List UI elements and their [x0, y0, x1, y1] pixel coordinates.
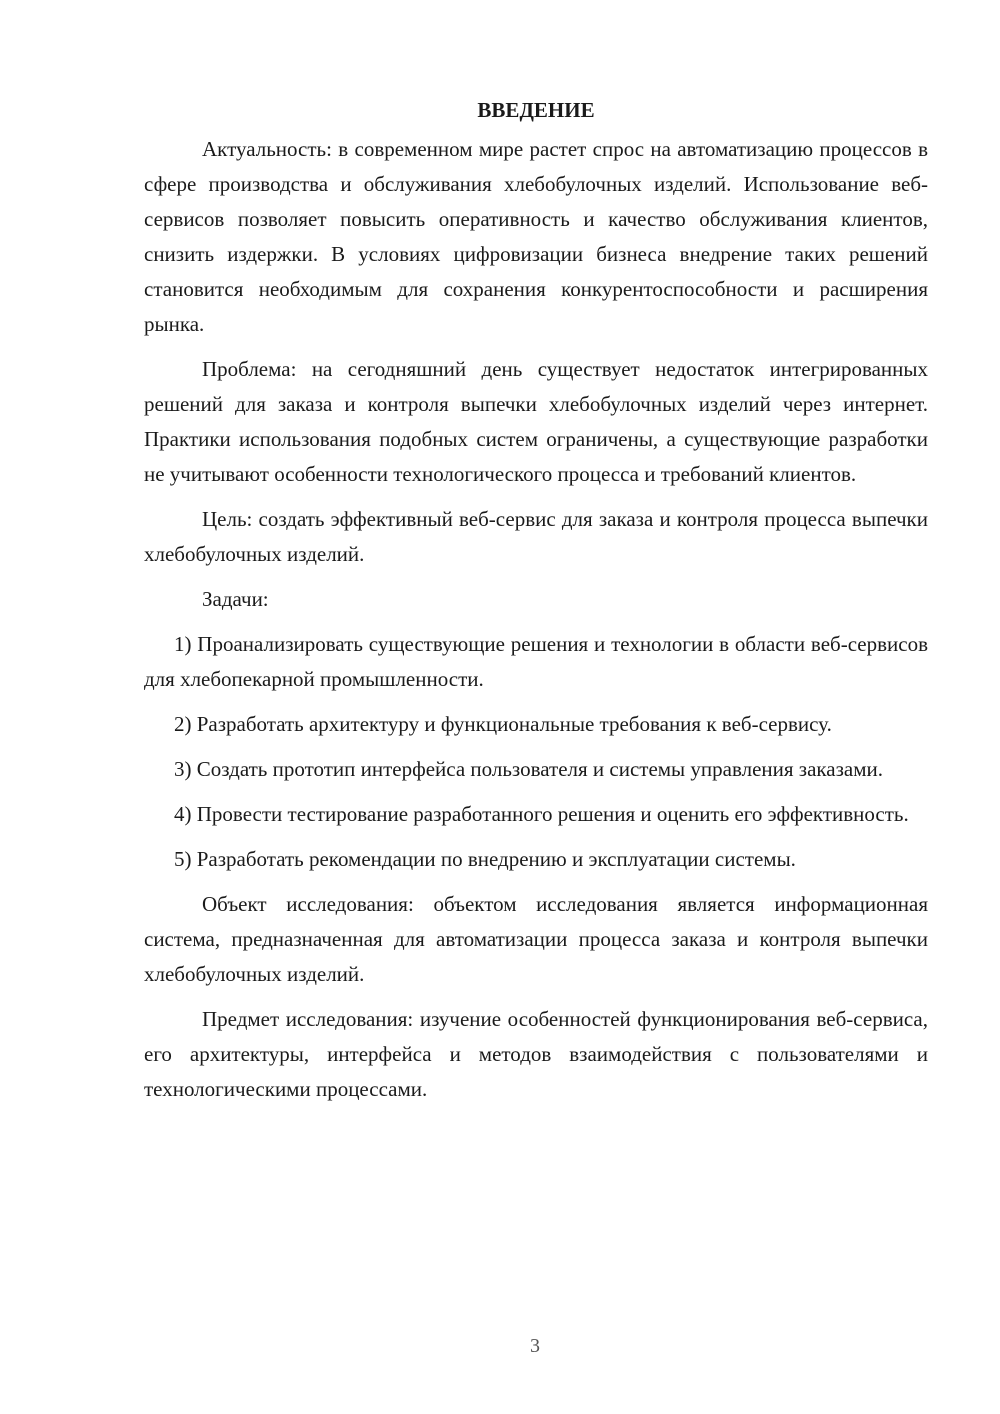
tasks-heading: Задачи: [202, 587, 269, 611]
section-title: ВВЕДЕНИЕ [477, 98, 595, 122]
task-item: 3) Создать прототип интерфейса пользователя и системы управления заказами. [174, 757, 884, 781]
task-item: 4) Провести тестирование разработанного решения и оценить его эффективность. [174, 802, 909, 826]
page-number: 3 [530, 1335, 540, 1357]
task-item: 2) Разработать архитектуру и функциональные требования к веб-сервису. [174, 712, 832, 736]
object-paragraph: Объект исследования: объектом исследования является информационная система, предназначенная для автоматизации процесса заказа и контроля выпечки хлебобулочных изделий. [144, 892, 928, 986]
task-item: 5) Разработать рекомендации по внедрению и эксплуатации системы. [174, 847, 796, 871]
task-item: 1) Проанализировать существующие решения и технологии в области веб-сервисов для хлебопекарной промышленности. [144, 632, 928, 691]
problem-paragraph: Проблема: на сегодняшний день существует недостаток интегрированных решений для заказа и контроля выпечки хлебобулочных изделий через интернет. Практики использования подобных систем ограничены, а существующие разработки не учитывают особенности технологического процесса и требований клиентов. [144, 357, 928, 486]
goal-paragraph: Цель: создать эффективный веб-сервис для заказа и контроля процесса выпечки хлебобулочных изделий. [144, 507, 928, 566]
relevance-paragraph: Актуальность: в современном мире растет спрос на автоматизацию процессов в сфере производства и обслуживания хлебобулочных изделий. Использование веб-сервисов позволяет повысить оперативность и качество обслуживания клиентов, снизить издержки. В условиях цифровизации бизнеса внедрение таких решений становится необходимым для сохранения конкурентоспособности и расширения рынка. [144, 137, 928, 336]
subject-paragraph: Предмет исследования: изучение особенностей функционирования веб-сервиса, его архитектуры, интерфейса и методов взаимодействия с пользователями и технологическими процессами. [144, 1007, 928, 1101]
page-content [144, 96, 928, 1117]
